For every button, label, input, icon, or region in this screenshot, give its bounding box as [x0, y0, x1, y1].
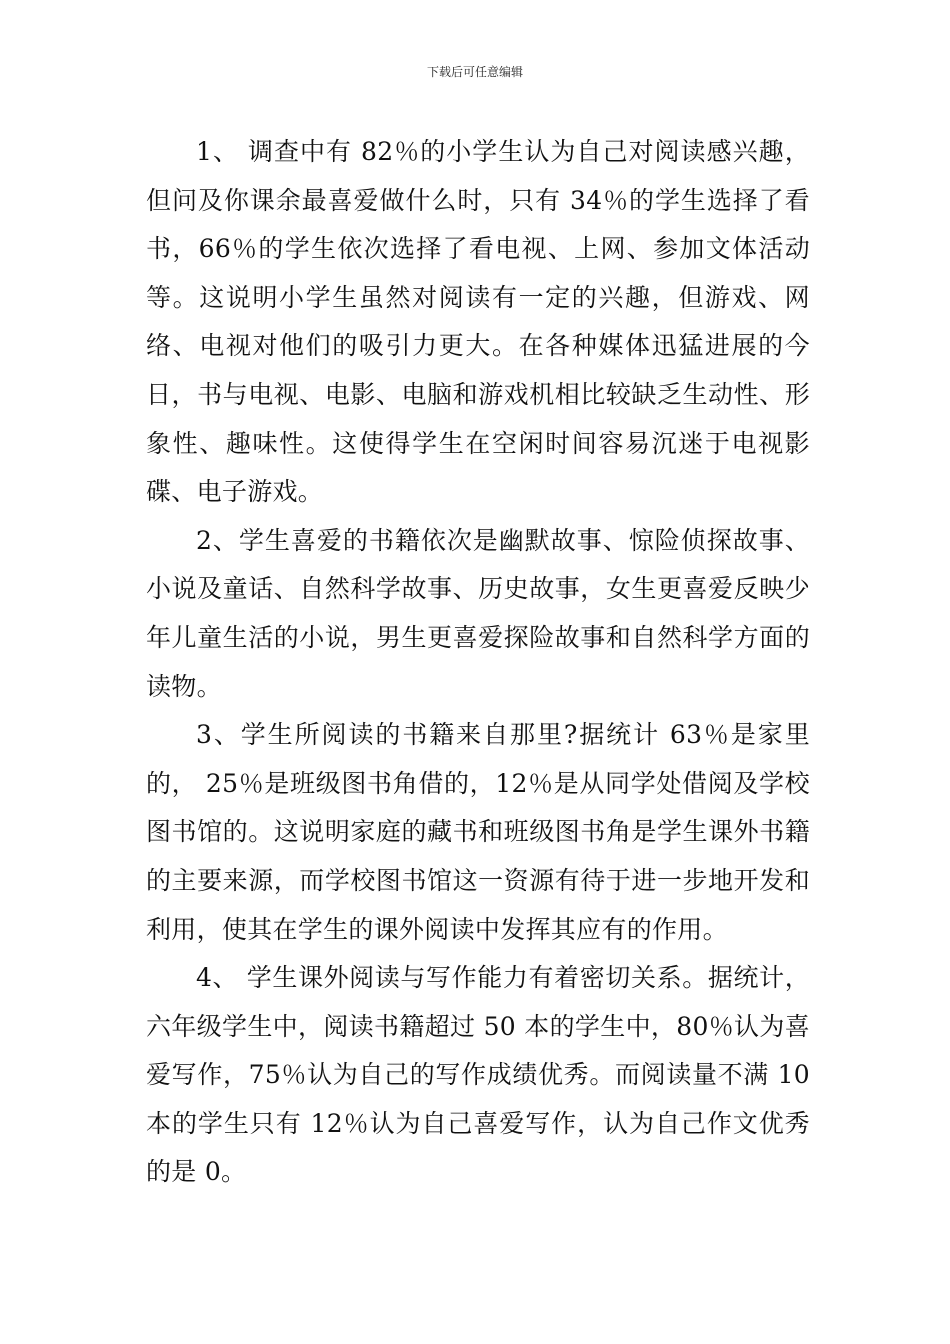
paragraph-4: 4、 学生课外阅读与写作能力有着密切关系。据统计，六年级学生中，阅读书籍超过 50 本的学生中，80％认为喜爱写作，75％认为自己的写作成绩优秀。而阅读量不满 10 本的学生只有 12％认为自己喜爱写作，认为自己作文优秀的是 0。: [146, 963, 810, 1187]
page-header: 下载后可任意编辑: [426, 65, 523, 79]
paragraph-3: 3、学生所阅读的书籍来自那里?据统计 63％是家里的， 25％是班级图书角借的，12％是从同学处借阅及学校图书馆的。这说明家庭的藏书和班级图书角是学生课外书籍的主要来源，而学校图书馆这一资源有待于进一步地开发和利用，使其在学生的课外阅读中发挥其应有的作用。: [146, 720, 810, 944]
document-body: [146, 128, 810, 1197]
paragraph-1: 1、 调查中有 82％的小学生认为自己对阅读感兴趣，但问及你课余最喜爱做什么时，只有 34％的学生选择了看书，66％的学生依次选择了看电视、上网、参加文体活动等。这说明小学生虽然对阅读有一定的兴趣，但游戏、网络、电视对他们的吸引力更大。在各种媒体迅猛进展的今日，书与电视、电影、电脑和游戏机相比较缺乏生动性、形象性、趣味性。这使得学生在空闲时间容易沉迷于电视影碟、电子游戏。: [146, 137, 810, 507]
paragraph-2: 2、学生喜爱的书籍依次是幽默故事、惊险侦探故事、小说及童话、自然科学故事、历史故事，女生更喜爱反映少年儿童生活的小说，男生更喜爱探险故事和自然科学方面的读物。: [146, 525, 810, 701]
